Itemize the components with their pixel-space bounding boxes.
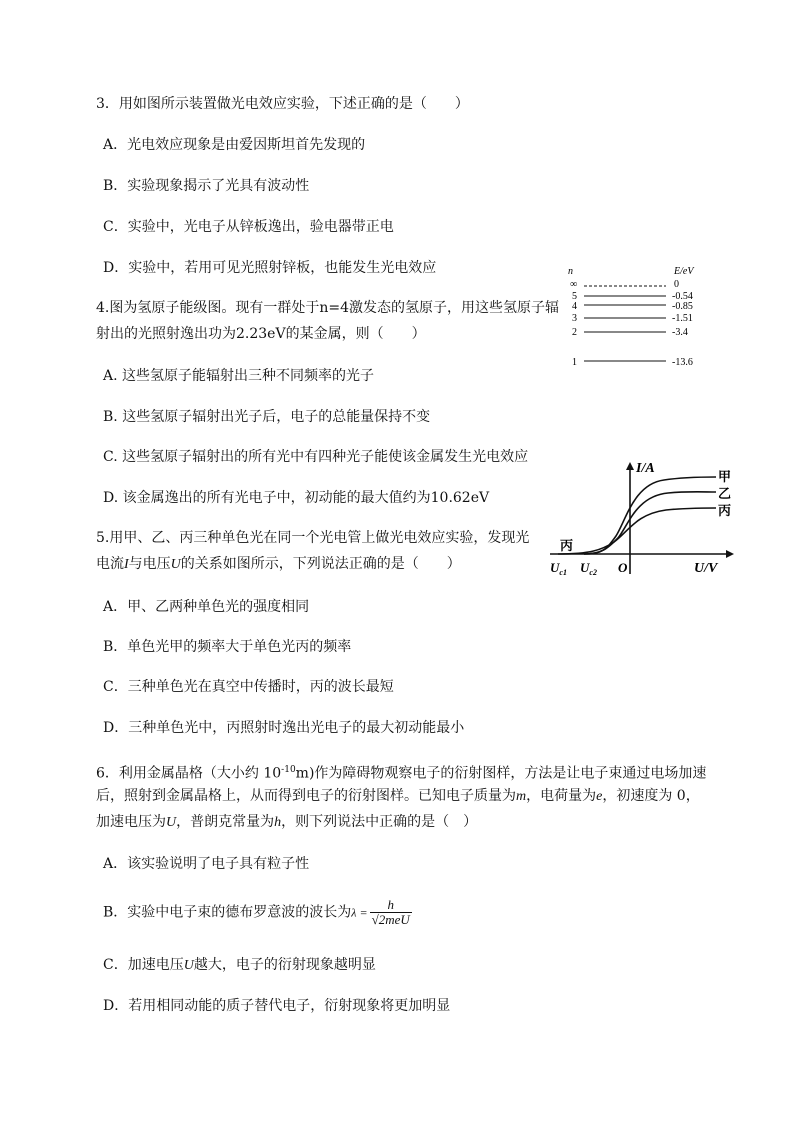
e-header: E/eV <box>674 266 694 277</box>
origin-label: O <box>618 560 628 575</box>
q6-option-a: A．该实验说明了电子具有粒子性 <box>103 856 310 872</box>
energy-level-diagram <box>560 262 710 372</box>
q3-option-c: C．实验中，光电子从锌板逸出，验电器带正电 <box>103 219 394 235</box>
q3-option-b: B．实验现象揭示了光具有波动性 <box>103 178 310 194</box>
level-n-label: 4 <box>572 301 577 312</box>
q5-option-c: C．三种单色光在真空中传播时，丙的波长最短 <box>103 679 394 695</box>
curve-label-yi: 乙 <box>718 486 732 501</box>
curve-bing <box>558 508 716 554</box>
level-e-label: -1.51 <box>672 313 693 324</box>
q3-stem: 3．用如图所示装置做光电效应实验，下述正确的是（ ） <box>96 96 469 112</box>
n-header: n <box>568 266 573 277</box>
q4-option-a: A. 这些氢原子能辐射出三种不同频率的光子 <box>103 368 375 384</box>
q5-stem-line2: 电流I与电压U的关系如图所示，下列说法正确的是（ ） <box>96 556 461 572</box>
level-n-label: 1 <box>572 357 577 368</box>
lambda-symbol: λ = <box>351 905 368 920</box>
curve-label-jia: 甲 <box>718 469 732 484</box>
curve-label-bing-left: 丙 <box>560 538 574 553</box>
q5-stem-line1: 5.用甲、乙、丙三种单色光在同一个光电管上做光电效应实验，发现光 <box>96 530 530 546</box>
q6-option-c: C．加速电压U越大，电子的衍射现象越明显 <box>103 957 376 973</box>
q5-option-a: A．甲、乙两种单色光的强度相同 <box>103 599 310 615</box>
wavelength-formula: $\frac{h}{\text{√2meU}}$ <box>371 897 410 927</box>
level-e-label: -3.4 <box>672 327 688 338</box>
q5-option-b: B．单色光甲的频率大于单色光丙的频率 <box>103 639 352 655</box>
level-n-label: 5 <box>572 291 577 302</box>
q4-option-b: B. 这些氢原子辐射出光子后，电子的总能量保持不变 <box>103 409 431 425</box>
photocurrent-graph <box>544 458 736 580</box>
y-axis-arrow <box>626 462 634 470</box>
level-e-label: 0 <box>674 279 679 290</box>
q4-stem-line1: 4.图为氢原子能级图。现有一群处于n=4激发态的氢原子，用这些氢原子辐 <box>96 300 560 316</box>
q6-option-b: B．实验中电子束的德布罗意波的波长为λ = $\frac{h}{\text{√2meU}}$ <box>103 897 410 927</box>
level-n-label: 2 <box>572 327 577 338</box>
level-e-label: -0.54 <box>672 291 693 302</box>
uc1-label: $U_{c1}$ <box>550 560 567 577</box>
q4-option-c: C. 这些氢原子辐射出的所有光中有四种光子能使该金属发生光电效应 <box>103 449 529 465</box>
q5-option-d: D．三种单色光中，丙照射时逸出光电子的最大初动能最小 <box>103 720 465 736</box>
y-axis-label: I/A <box>636 461 655 476</box>
x-axis-label: U/V <box>694 561 718 576</box>
level-n-label: ∞ <box>570 279 578 290</box>
curve-yi <box>584 492 716 554</box>
level-n-label: 3 <box>572 313 577 324</box>
q3-option-a: A．光电效应现象是由爱因斯坦首先发现的 <box>103 137 366 153</box>
q4-stem-line2: 射出的光照射逸出功为2.23eV的某金属，则（ ） <box>96 326 426 342</box>
level-e-label: -0.85 <box>672 301 693 312</box>
uc2-label: $U_{c2}$ <box>580 560 597 577</box>
curve-jia <box>584 477 716 554</box>
q6-stem-line1: 6．利用金属晶格（大小约 $10^{-10}m$)作为障碍物观察电子的衍射图样，方法是让电子束通过电场加速 <box>96 765 707 782</box>
level-e-label: -13.6 <box>672 357 693 368</box>
q4-option-d: D. 该金属逸出的所有光电子中，初动能的最大值约为10.62eV <box>103 490 490 506</box>
q6-stem-line2: 后，照射到金属晶格上，从而得到电子的衍射图样。已知电子质量为m，电荷量为e，初速度为 0， <box>96 788 700 804</box>
q3-option-d: D．实验中，若用可见光照射锌板，也能发生光电效应 <box>103 260 437 276</box>
q6-stem-line3: 加速电压为U，普朗克常量为h，则下列说法中正确的是（ ） <box>96 814 478 830</box>
q6-option-d: D．若用相同动能的质子替代电子，衍射现象将更加明显 <box>103 998 451 1014</box>
curve-label-bing: 丙 <box>718 503 732 518</box>
x-axis-arrow <box>726 550 734 558</box>
